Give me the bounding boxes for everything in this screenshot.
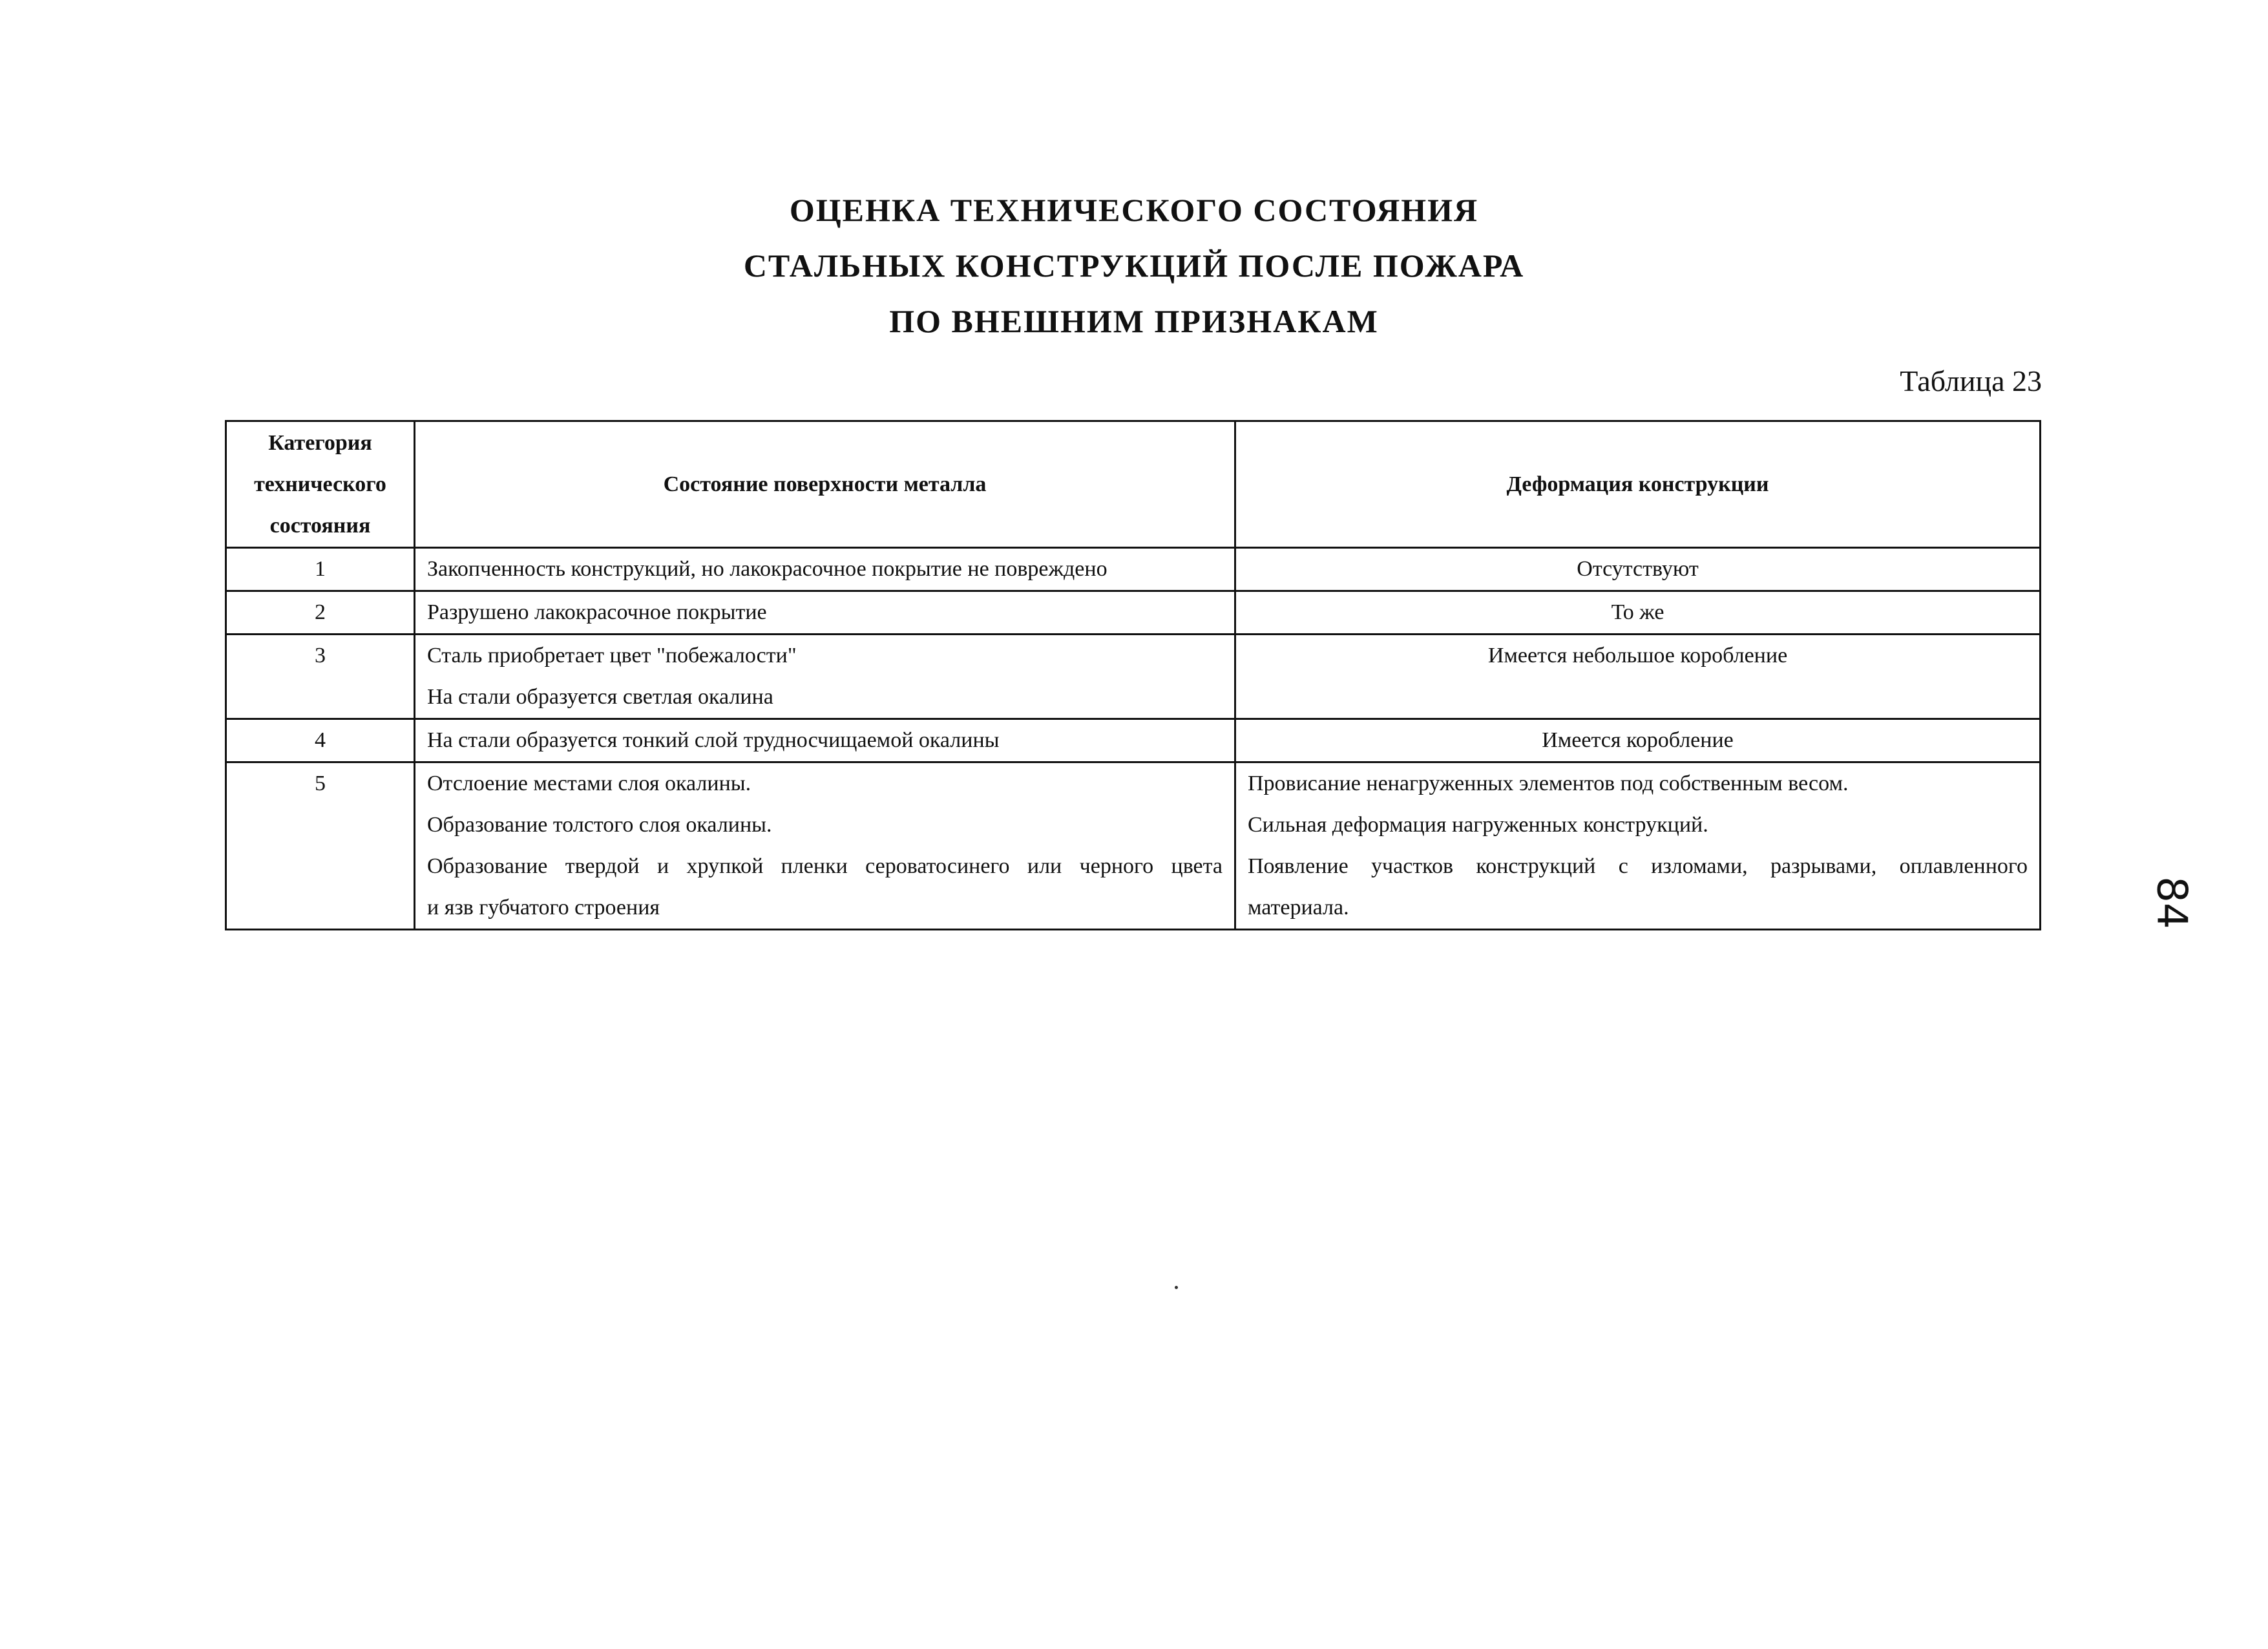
deformation-line: Провисание ненагруженных элементов под собственным весом. <box>1248 772 1849 795</box>
row-deformation <box>1235 762 2041 930</box>
deformation-line: материала. <box>1248 896 1349 919</box>
title-line-1: ОЦЕНКА ТЕХНИЧЕСКОГО СОСТОЯНИЯ <box>789 192 1479 228</box>
row-surface <box>415 719 1235 762</box>
row-deformation <box>1235 719 2041 762</box>
surface-line: Разрушено лакокрасочное покрытие <box>427 600 767 624</box>
document-title <box>0 182 2268 349</box>
row-category: 1 <box>226 548 415 591</box>
deformation-line: Имеется небольшое коробление <box>1487 644 1788 667</box>
row-deformation <box>1235 548 2041 591</box>
header-category <box>226 421 415 548</box>
table-label: Таблица 23 <box>1900 364 2042 397</box>
table-row <box>226 719 2041 762</box>
row-deformation <box>1235 635 2041 719</box>
row-category: 5 <box>226 762 415 930</box>
row-surface <box>415 635 1235 719</box>
header-category-line: Категория <box>268 430 372 455</box>
surface-line: Закопченность конструкций, но лакокрасочное покрытие не повреждено <box>427 557 1108 581</box>
surface-line: Отслоение местами слоя окалины. <box>427 772 751 795</box>
title-line-3: ПО ВНЕШНИМ ПРИЗНАКАМ <box>889 303 1379 339</box>
row-category: 3 <box>226 635 415 719</box>
header-category-line: технического <box>254 472 386 496</box>
row-surface <box>415 591 1235 635</box>
deformation-line: Отсутствуют <box>1577 557 1699 581</box>
table-row <box>226 591 2041 635</box>
title-line-2: СТАЛЬНЫХ КОНСТРУКЦИЙ ПОСЛЕ ПОЖАРА <box>743 247 1525 284</box>
surface-line: На стали образуется тонкий слой трудносчищаемой окалины <box>427 728 1000 752</box>
table-row <box>226 548 2041 591</box>
table-row <box>226 762 2041 930</box>
page-number: 84 <box>2147 876 2196 929</box>
row-surface <box>415 548 1235 591</box>
header-category-line: состояния <box>269 513 371 538</box>
row-deformation <box>1235 591 2041 635</box>
surface-line: Сталь приобретает цвет "побежалости" <box>427 644 797 667</box>
row-category: 4 <box>226 719 415 762</box>
assessment-table <box>225 420 2041 930</box>
deformation-line: Появление участков конструкций с изломами, разрывами, оплавленного <box>1248 854 2028 878</box>
surface-line: Образование толстого слоя окалины. <box>427 813 772 837</box>
deformation-line: То же <box>1611 600 1664 624</box>
surface-line: На стали образуется светлая окалина <box>427 685 773 709</box>
surface-line: Образование твердой и хрупкой пленки сероватосинего или черного цвета <box>427 854 1223 878</box>
table-header-row <box>226 421 2041 548</box>
row-surface <box>415 762 1235 930</box>
deformation-line: Сильная деформация нагруженных конструкций. <box>1248 813 1708 837</box>
header-deformation: Деформация конструкции <box>1235 421 2041 548</box>
deformation-line: Имеется коробление <box>1542 728 1734 752</box>
header-surface: Состояние поверхности металла <box>415 421 1235 548</box>
scan-speck <box>1175 1286 1178 1289</box>
row-category: 2 <box>226 591 415 635</box>
table-row <box>226 635 2041 719</box>
surface-line: и язв губчатого строения <box>427 896 660 919</box>
